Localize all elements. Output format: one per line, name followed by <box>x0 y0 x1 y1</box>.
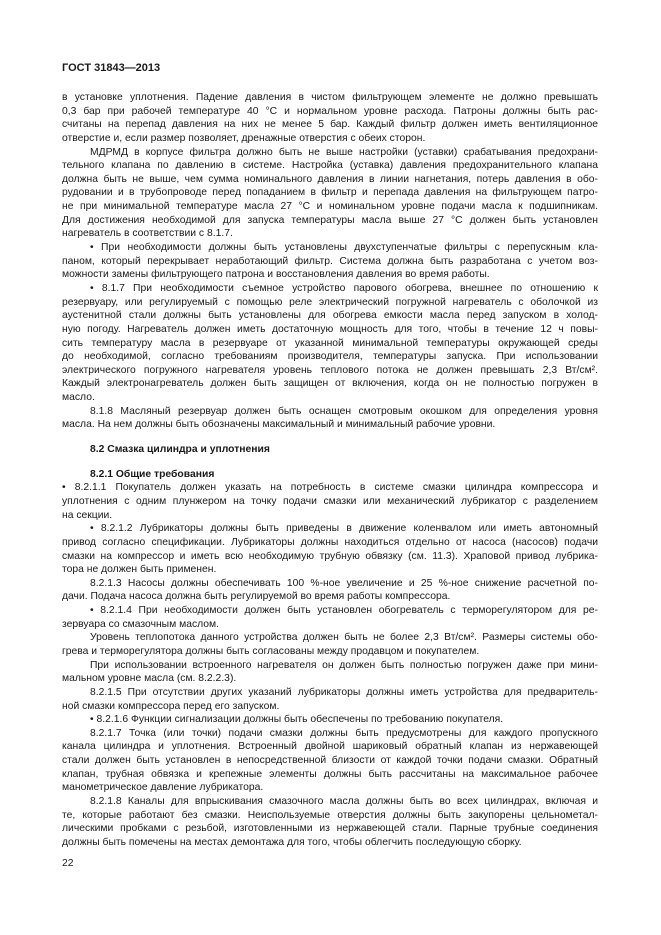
text-line: Для достижения необходимой для запуска температуры масла выше 27 °С должен быть установлен <box>62 214 598 226</box>
text-line: ной смазки компрессора перед его запуском. <box>62 700 280 712</box>
text-line: • 8.2.1.2 Лубрикаторы должны быть приведены в движение коленвалом или иметь автономный <box>90 523 598 535</box>
text-line: аустенитной стали должны быть установлены для обогрева емкости масла перед запуском в холод- <box>62 310 598 322</box>
paragraph <box>62 795 598 850</box>
text-line: резервуару, или регулируемый с помощью реле электрический погружной нагреватель с оболочкой из <box>62 296 598 308</box>
paragraph <box>62 481 598 522</box>
paragraph <box>62 91 598 146</box>
text-line: масло. <box>62 392 95 404</box>
text-line: ную погоду. Нагреватель должен иметь достаточную мощность для того, чтобы в течение 12 ч повы- <box>62 323 598 335</box>
paragraph <box>62 631 598 658</box>
document-header: ГОСТ 31843—2013 <box>62 62 161 74</box>
text-line: МДРМД в корпусе фильтра должно быть не выше настройки (уставки) срабатывания предохрани- <box>90 146 598 158</box>
text-line: 8.2.1.8 Каналы для впрыскивания смазочного масла должны быть во всех цилиндрах, включая и <box>90 796 598 808</box>
text-line: привод согласно спецификации. Лубрикаторы должны находиться отдельно от насоса (насосов) подачи <box>62 536 598 548</box>
text-line: отверстие и, если размер позволяет, дренажные отверстия с обеих сторон. <box>62 132 426 144</box>
paragraph <box>62 713 598 727</box>
text-line: не при минимальной температуре масла 27 °С и номинальном уровне подачи масла к подшипникам. <box>62 201 598 213</box>
text-line: 8.2.1.7 Точка (или точки) подачи смазки должны быть предусмотрены для каждого пропускного <box>90 727 598 739</box>
text-line: должны быть помечены на местах демонтажа для того, чтобы облегчить последующую сборку. <box>62 836 522 848</box>
text-line: лическими пробками с резьбой, изготовленными из нержавеющей стали. Парные трубные соединения <box>62 823 598 835</box>
text-line: • 8.1.7 При необходимости съемное устройство парового обогрева, внешнее по отношению к <box>90 282 598 294</box>
text-line: уплотнения с одним плунжером на точку подачи смазки или механический лубрикатор с разделением <box>62 495 598 507</box>
text-line: тора не должен быть применен. <box>62 564 217 576</box>
paragraph <box>62 686 598 713</box>
text-line: те, которые работают без смазки. Неиспользуемые отверстия должны быть закупорены цельнометал- <box>62 809 598 821</box>
text-line: • При необходимости должны быть установлены двухступенчатые фильтры с перепускным кла- <box>90 242 598 254</box>
text-line: 0,3 бар при рабочей температуре 40 °С и нормальном уровне расхода. Патроны должны быть рас- <box>62 105 598 117</box>
paragraph <box>62 727 598 795</box>
section-heading <box>62 443 598 457</box>
text-line: манометрическое давление лубрикатора. <box>62 782 264 794</box>
text-line: • 8.2.1.6 Функции сигнализации должны быть обеспечены по требованию покупателя. <box>90 714 504 726</box>
text-line: на секции. <box>62 509 113 521</box>
paragraph <box>62 577 598 604</box>
text-line: до необходимой, согласно требованиям производителя, температуры запуска. При использовании <box>62 351 598 363</box>
text-line: электрического погружного нагревателя уровень теплового потока не должен превышать 2,3 Вт/см². <box>62 364 598 376</box>
paragraph <box>62 659 598 686</box>
text-line: паном, который перекрывает неработающий фильтр. Система должна быть разработана с учетом воз- <box>62 255 598 267</box>
text-line: • 8.2.1.1 Покупатель должен указать на потребность в системе смазки цилиндра компрессора и <box>62 482 598 494</box>
text-line: сить температуру масла в резервуаре от указанной минимальной температуры окружающей среды <box>62 337 598 349</box>
text-line: смазки на компрессор и иметь всю необходимую трубную обвязку (см. 11.3). Храповой привод лубрика- <box>62 550 598 562</box>
text-line: стали должен быть установлен в непосредственной близости от каждой точки подачи смазки. Обратный <box>62 755 598 767</box>
paragraph <box>62 146 598 241</box>
text-line: Уровень теплопотока данного устройства должен быть не более 2,3 Вт/см². Размеры системы обо- <box>90 632 598 644</box>
text-line: 8.2.1 Общие требования <box>90 468 215 480</box>
text-line: 8.2.1.5 При отсутствии других указаний лубрикаторы должны иметь устройства для предваритель- <box>90 686 598 698</box>
text-line: в установке уплотнения. Падение давления в чистом фильтрующем элементе не должно превышать <box>62 92 598 103</box>
text-line: 8.2 Смазка цилиндра и уплотнения <box>90 444 270 456</box>
text-line: нагреватель в соответствии с 8.1.7. <box>62 228 233 240</box>
paragraph <box>62 241 598 282</box>
text-line: При использовании встроенного нагревателя он должен быть полностью погружен даже при мини- <box>90 659 598 671</box>
text-line: масла. На нем должны быть обозначены максимальный и минимальный рабочие уровни. <box>62 419 496 431</box>
spacer <box>62 457 598 468</box>
paragraph <box>62 522 598 577</box>
text-line: дачи. Подача насоса должна быть регулируемой во время работы компрессора. <box>62 591 451 603</box>
text-line: зервуара со смазочным маслом. <box>62 618 220 630</box>
text-line: должна быть не выше, чем сумма номинального давления в линии нагнетания, потерь давления в обо- <box>62 173 598 185</box>
text-line: Каждый электронагреватель должен быть защищен от включения, когда он не полностью погружен в <box>62 378 598 390</box>
text-line: • 8.2.1.4 При необходимости должен быть установлен обогреватель с терморегулятором для ре- <box>90 605 598 617</box>
text-line: клапан, трубная обвязка и крепежные элементы должны быть рассчитаны на максимальное рабочее <box>62 768 598 780</box>
text-line: канала цилиндра и уплотнения. Встроенный двойной шариковый обратный клапан из нержавеющей <box>62 741 598 753</box>
paragraph <box>62 405 598 432</box>
spacer <box>62 432 598 443</box>
text-line: можности замены фильтрующего патрона и восстановления давления во время работы. <box>62 269 490 281</box>
text-line: рудовании и в трубопроводе перед попаданием в фильтр и перепада давления на фильтрующем патро- <box>62 187 598 199</box>
document-body <box>62 91 598 850</box>
paragraph <box>62 282 598 405</box>
section-heading <box>62 468 598 482</box>
text-line: 8.2.1.3 Насосы должны обеспечивать 100 %-ное увеличение и 25 %-ное снижение расчетной по- <box>90 577 598 589</box>
text-line: мальном уровне масла (см. 8.2.2.3). <box>62 673 237 685</box>
text-line: 8.1.8 Масляный резервуар должен быть оснащен смотровым окошком для определения уровня <box>90 405 598 417</box>
text-line: считаны на перепад давления на них не менее 5 бар. Каждый фильтр должен иметь вентиляционное <box>62 119 598 131</box>
text-line: грева и терморегулятора должны быть согласованы между продавцом и покупателем. <box>62 645 480 657</box>
text-line: тельного клапана по давлению в системе. Настройка (уставка) давления предохранительного клапана <box>62 160 598 172</box>
page-number: 22 <box>62 858 74 869</box>
paragraph <box>62 604 598 631</box>
